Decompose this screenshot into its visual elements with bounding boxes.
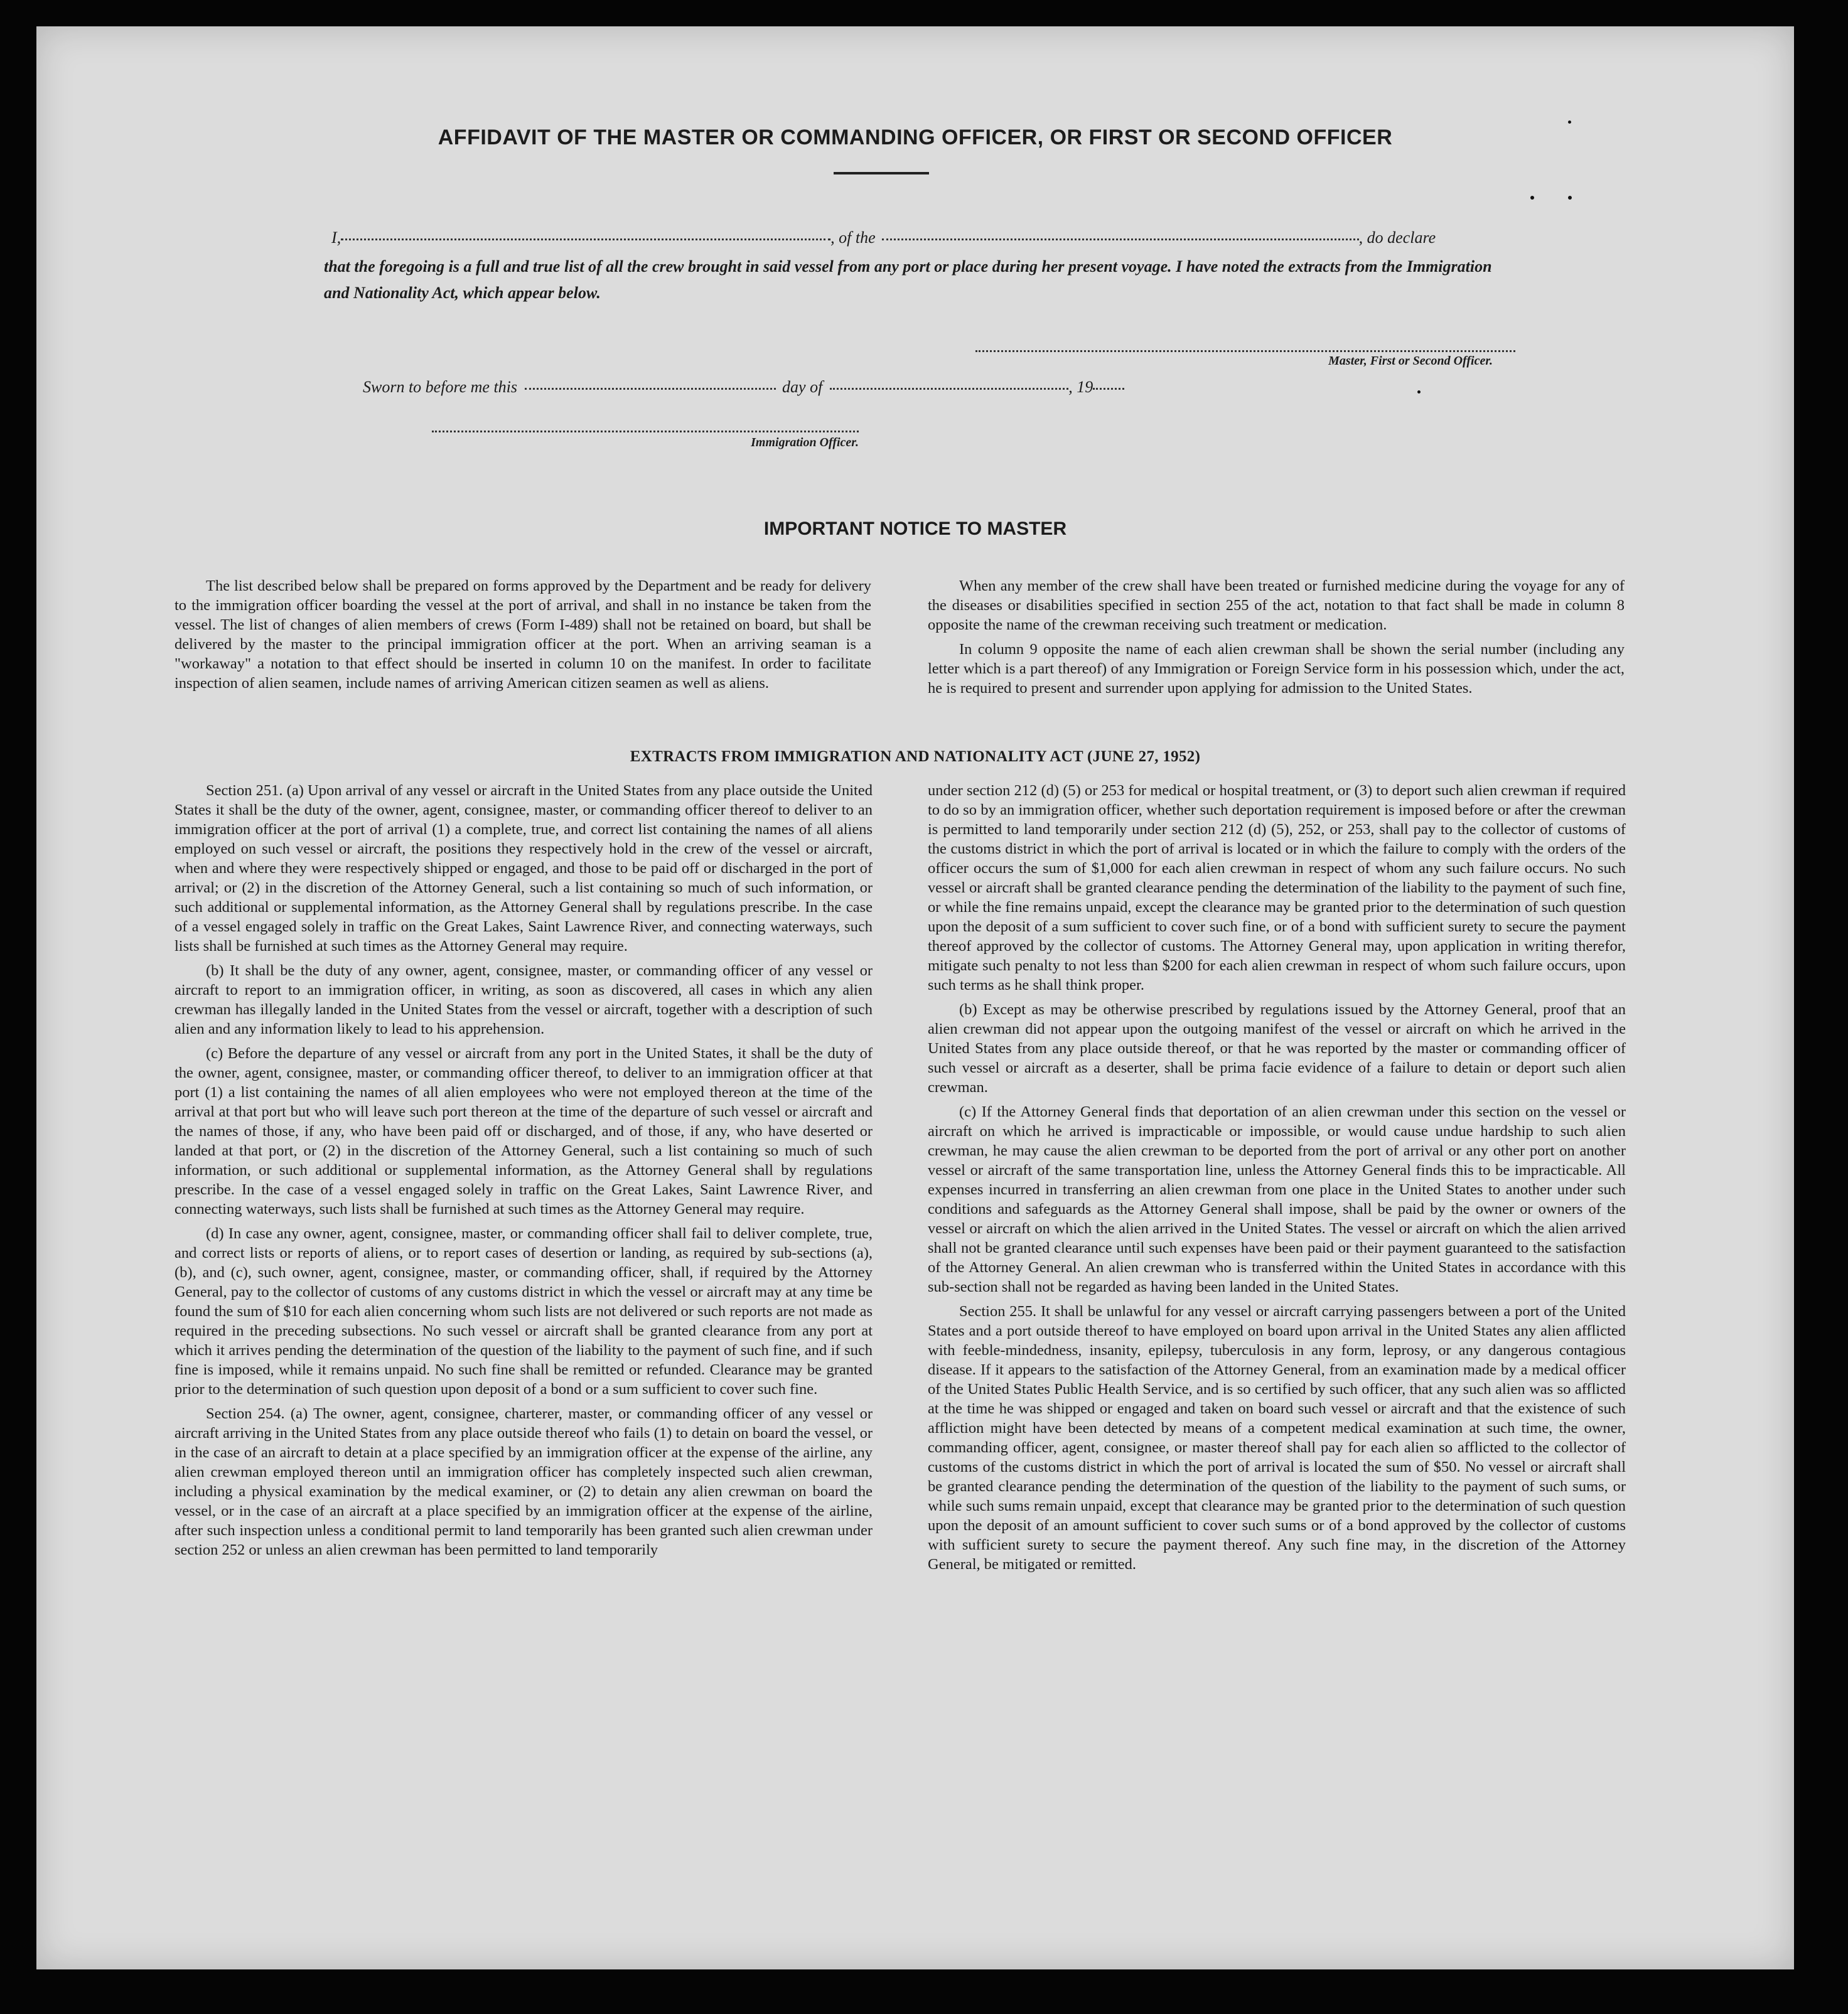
scan-speck (1530, 196, 1534, 200)
scan-speck (1417, 390, 1421, 394)
vessel-blank (882, 238, 1359, 240)
notice-right-column (928, 576, 1625, 703)
immigration-officer-label: Immigration Officer. (751, 436, 859, 449)
title-rule (834, 172, 929, 174)
document-page (36, 26, 1794, 1969)
notice-right-paragraph-2: In column 9 opposite the name of each alien crewman shall be shown the serial number (including any letter which is a part thereof) of any Immigration or Foreign Service form in his possession which, under the act, he is required to present and surrender upon applying for admission to the United States. (928, 641, 1625, 697)
sworn-line (363, 378, 1229, 397)
signature-line (975, 350, 1515, 352)
section-251-a: Section 251. (a) Upon arrival of any vessel or aircraft in the United States from any place outside the United States it shall be the duty of the owner, agent, consignee, master, or commanding officer thereof to deliver to an immigration officer at the port of arrival (1) a complete, true, and correct list containing the names of all aliens employed on such vessel or aircraft, the positions they respectively hold in the crew of the vessel or aircraft, when and where they were respectively shipped or engaged, and those to be paid off or discharged in the port of arrival; or (2) in the discretion of the Attorney General, such a list containing so much of such information, or such additional or supplemental information, as the Attorney General shall by regulations prescribe. In the case of a vessel engaged solely in traffic on the Great Lakes, Saint Lawrence River, and connecting waterways, such lists shall be furnished at such times as the Attorney General may require. (175, 782, 873, 955)
declare-i: I, (331, 228, 341, 247)
scan-speck (1568, 196, 1572, 200)
immigration-officer-line (432, 431, 859, 432)
month-blank (830, 387, 1068, 390)
section-254-c: (c) If the Attorney General finds that deportation of an alien crewman under this section on the vessel or aircraft on which he arrived is impracticable or impossible, or would cause undue hardship to such alien crewman, he may cause the alien crewman to be deported from the port of arrival or any other port on another vessel or aircraft of the same transportation line, unless the Attorney General finds this to be impracticable. All expenses incurred in transferring an alien crewman from one place in the United States to another under such conditions and safeguards as the Attorney General shall impose, shall be paid by the owner or owners of the vessel or aircraft on which the alien arrived in the United States. The vessel or aircraft on which the alien arrived shall not be granted clearance until such expenses have been paid or their payment guaranteed to the satisfaction of the Attorney General. An alien crewman who is transferred within the United States in accordance with this sub-section shall not be regarded as having been landed in the United States. (928, 1103, 1626, 1295)
year-prefix: , 19 (1068, 378, 1093, 396)
affidavit-title: AFFIDAVIT OF THE MASTER OR COMMANDING OFFICER, OR FIRST OR SECOND OFFICER (438, 126, 1393, 149)
year-blank (1093, 387, 1124, 390)
section-254-a: Section 254. (a) The owner, agent, consignee, charterer, master, or commanding officer of any vessel or aircraft arriving in the United States from any place outside thereof who fails (1) to detain on board the vessel, or in the case of an aircraft to detain at a place specified by an immigration officer at the expense of the airline, any alien crewman employed thereon until an immigration officer has completely inspected such alien crewman, including a physical examination by the medical examiner, or (2) to detain any alien crewman on board the vessel, or in the case of an aircraft at a place specified by an immigration officer at the expense of the airline, after such inspection unless a conditional permit to land temporarily has been granted such alien crewman under section 252 or unless an alien crewman has been permitted to land temporarily (175, 1405, 873, 1558)
section-254-a-continued: under section 212 (d) (5) or 253 for medical or hospital treatment, or (3) to deport such alien crewman if required to do so by an immigration officer, whether such deportation requirement is imposed before or after the crewman is permitted to land temporarily under section 212 (d) (5), 252, or 253, shall pay to the collector of customs of the customs district in which the port of arrival is located or in which the failure to comply with the orders of the officer occurs the sum of $1,000 for each alien crewman in respect of whom any such failure occurs. No such vessel or aircraft shall be granted clearance pending the determination of the liability to the payment of such fine, or while the fine remains unpaid, except the clearance may be granted prior to the determination of such question upon the deposit of a sum sufficient to cover such fine, or of a bond with sufficient surety to secure the payment thereof approved by the collector of customs. The Attorney General may, upon application in writing therefor, mitigate such penalty to not less than $200 for each alien crewman in respect of whom such failure occurs, upon such terms as he shall think proper. (928, 782, 1626, 994)
section-255: Section 255. It shall be unlawful for any vessel or aircraft carrying passengers between a port of the United States and a port outside thereof to have employed on board upon arrival in the United States any alien afflicted with feeble-mindedness, insanity, epilepsy, tuberculosis in any form, leprosy, or any dangerous contagious disease. If it appears to the satisfaction of the Attorney General, from an examination made by a medical officer of the United States Public Health Service, and is so certified by such officer, that any such alien was so afflicted at the time he was shipped or engaged and taken on board such vessel or aircraft and that the existence of such affliction might have been detected by means of a competent medical examination at such time, the owner, commanding officer, agent, consignee, or master thereof shall pay for each alien so afflicted to the collector of customs of the customs district in which the port of arrival is located the sum of $50. No vessel or aircraft shall be granted clearance pending the determination of the question of the liability to the payment of such sums, or while such sums remain unpaid, except that clearance may be granted prior to the determination of such question upon the deposit of an amount sufficient to cover such sums or of a bond approved by the collector of customs with sufficient surety to secure the payment thereof. Any such fine may, in the discretion of the Attorney General, be mitigated or remitted. (928, 1303, 1626, 1573)
extracts-right-column (928, 781, 1626, 1579)
name-blank (341, 238, 830, 240)
signature-label: Master, First or Second Officer. (1328, 354, 1493, 368)
extracts-left-column (175, 781, 873, 1565)
section-251-d: (d) In case any owner, agent, consignee, master, or commanding officer shall fail to deliver complete, true, and correct lists or reports of aliens, or to report cases of desertion or landing, as required by sub-sections (a), (b), and (c), such owner, agent, consignee, master, or commanding officer, shall, if required by the Attorney General, pay to the collector of customs of any customs district in which the vessel or aircraft may at any time be found the sum of $10 for each alien concerning whom such lists are not delivered or such reports are not made as required in the preceding subsections. No such vessel or aircraft shall be granted clearance from any port at which it arrives pending the determination of the question of the liability to the payment of such fine, and if such fine is imposed, while it remains unpaid. No such fine shall be remitted or refunded. Clearance may be granted prior to the determination of such question upon deposit of a bond or a sum sufficient to cover such fine. (175, 1225, 873, 1398)
declaration-line (331, 228, 1518, 247)
section-251-b: (b) It shall be the duty of any owner, agent, consignee, master, or commanding officer of any vessel or aircraft to report to an immigration officer, in writing, as soon as discovered, all cases in which any alien crewman has illegally landed in the United States from the vessel or aircraft, together with a description of such alien and any information likely to lead to his apprehension. (175, 962, 873, 1037)
day-blank (525, 387, 776, 390)
section-254-b: (b) Except as may be otherwise prescribed by regulations issued by the Attorney General, proof that an alien crewman did not appear upon the outgoing manifest of the vessel or aircraft on which he arrived in the United States from any place outside thereof, or that he was reported by the master or commanding officer of such vessel or aircraft as a deserter, shall be prima facie evidence of a failure to detain or deport such alien crewman. (928, 1001, 1626, 1096)
day-of: day of (782, 378, 823, 396)
declare-of-the: , of the (830, 228, 876, 247)
section-251-c: (c) Before the departure of any vessel or aircraft from any port in the United States, it shall be the duty of the owner, agent, consignee, master, or commanding officer thereof, to deliver to an immigration officer at that port (1) a list containing the names of all alien employees who were not employed thereon at the time of the arrival at that port but who will leave such port thereon at the time of the departure of such vessel or aircraft and the names of those, if any, who have been paid off or discharged, and of those, if any, who have deserted or landed at that port, or (2) in the discretion of the Attorney General, such a list containing so much of such information, or such additional or supplemental information, as the Attorney General shall by regulations prescribe. In the case of a vessel engaged solely in traffic on the Great Lakes, Saint Lawrence River, and connecting waterways, such lists shall be furnished at such times as the Attorney General may require. (175, 1045, 873, 1218)
sworn-before: Sworn to before me this (363, 378, 518, 396)
notice-title: IMPORTANT NOTICE TO MASTER (763, 518, 1067, 539)
notice-right-paragraph-1: When any member of the crew shall have been treated or furnished medicine during the voyage for any of the diseases or disabilities specified in section 255 of the act, notation to that fact shall be made in column 8 opposite the name of the crewman receiving such treatment or medication. (928, 577, 1625, 633)
declare-end: , do declare (1358, 228, 1436, 247)
declaration-paragraph: that the foregoing is a full and true list of all the crew brought in said vessel from any port or place during her present voyage. I have noted the extracts from the Immigration and Nationality Act, which appear below. (324, 257, 1492, 302)
notice-left-paragraph: The list described below shall be prepared on forms approved by the Department and be ready for delivery to the immigration officer boarding the vessel at the port of arrival, and shall in no instance be taken from the vessel. The list of changes of alien members of crews (Form I-489) shall not be retained on board, but shall be delivered by the master to the principal immigration officer at the port. When an arriving seaman is a "workaway" a notation to that effect should be inserted in column 10 on the manifest. In order to facilitate inspection of alien seamen, include names of arriving American citizen seamen as well as aliens. (175, 577, 871, 692)
notice-left-column (175, 576, 871, 698)
extracts-title: EXTRACTS FROM IMMIGRATION AND NATIONALITY ACT (JUNE 27, 1952) (630, 748, 1201, 765)
scan-speck (1568, 121, 1571, 124)
